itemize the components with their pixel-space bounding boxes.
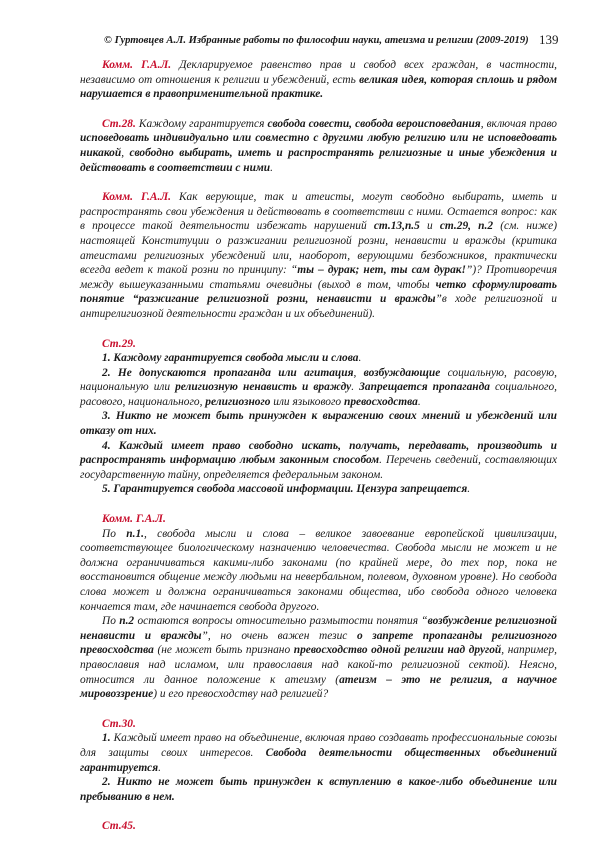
comment-paragraph	[80, 614, 557, 702]
text: или языкового	[270, 395, 344, 408]
text: .	[358, 352, 362, 365]
article-29-item-2	[80, 366, 557, 410]
emphasis: четко сформулировать понятие “разжигание религиозной розни, ненависти и вражды	[80, 278, 558, 306]
text: По	[102, 615, 120, 628]
text: (см. ниже) настоящей Конституции о разжигании религиозной розни, ненависти и вражды (критика атеистами религиозных убеждений или, наоборот, верующими безбожников, практически всегда ведет к такой розни по принципу: “	[80, 220, 557, 277]
article-label: Ст.28.	[102, 117, 136, 130]
article-label: Ст.30.	[102, 717, 136, 730]
article-29-item-3	[80, 409, 557, 438]
emphasis: религиозного	[205, 395, 271, 408]
emphasis: 3. Никто не может быть принужден к выражению своих мнений и убеждений или отказу от них.	[80, 410, 557, 438]
text: Как верующие, так и атеисты, могут свободно выбирать, иметь и распространять свои убеждения и действовать в соответствии с ними. Остается вопрос: как в процессе такой деятельности избежать нарушений	[80, 191, 557, 233]
text: ”, но очень важен тезис	[201, 629, 357, 642]
article-29-item-4	[80, 439, 557, 483]
article-30-item-1	[80, 731, 557, 775]
text: социальную, расовую, национальную или	[80, 366, 557, 394]
emphasis: ст.13,п.5	[373, 220, 420, 233]
emphasis: возбуждающие	[363, 366, 441, 379]
emphasis: атеизм – это не религия, а научное мировоззрение	[80, 673, 557, 701]
text: (не может быть признано	[153, 644, 294, 657]
article-label: Ст.29.	[102, 337, 136, 350]
text: .	[270, 161, 273, 174]
article-label: Ст.45.	[102, 820, 136, 833]
text: .	[351, 381, 360, 394]
emphasis: п.2	[119, 615, 135, 628]
article-30-heading	[80, 717, 557, 732]
text: , например, православия над исламом, или православия над какой-то религиозной сектой). Неясно, относится ли данное положение к атеизму (	[80, 644, 557, 686]
comment-paragraph	[80, 190, 557, 321]
comment-label: Комм. Г.А.Л.	[102, 513, 166, 526]
text: ,	[121, 146, 130, 159]
text: . Перечень сведений, составляющих государственную тайну, определяется федеральным законом.	[80, 454, 557, 481]
text: , свобода мысли и слова – великое завоевание европейской цивилизации, соответствующее биологическому назначению человечества. Свобода мысли не может и не должна ограничиваться какими-либо законами (по крайней мере, до тех пор, пока не восстановится общение между людьми на невербальном, полевом, духовном уровне). Но свобода слова может и должна ограничиваться законами общества, ибо свобода одного человека кончается там, где начинается свобода другого.	[80, 527, 557, 613]
article-45-heading	[80, 819, 557, 834]
article-30-item-2	[80, 775, 557, 804]
emphasis: 2. Не допускаются пропаганда или агитация	[102, 366, 354, 379]
comment-label: Комм. Г.А.Л.	[102, 191, 171, 204]
text: .	[467, 483, 471, 496]
emphasis: свобода совести, свобода вероисповедания	[267, 117, 481, 130]
emphasis: религиозную ненависть и вражду	[175, 381, 352, 394]
text: Декларируемое равенство прав и свобод всех граждан, в частности, независимо от отношения к религии и убеждений, есть	[80, 59, 557, 86]
emphasis: превосходство одной религии над другой	[293, 644, 502, 657]
emphasis: свободно выбирать, иметь и распространять религиозные и иные убеждения и действовать в соответствии с ними	[80, 146, 557, 174]
text: остаются вопросы относительно размытости понятия “	[134, 615, 428, 628]
page-number: 139	[539, 32, 559, 47]
article-28	[80, 117, 557, 175]
emphasis: ст.29, п.2	[439, 220, 494, 233]
text: Каждому гарантируется	[135, 117, 268, 130]
comment-label: Комм. Г.А.Л.	[102, 59, 172, 71]
emphasis: Свобода деятельности общественных объединений гарантируется	[80, 746, 557, 774]
page-body	[80, 58, 557, 834]
emphasis: 1.	[102, 732, 111, 745]
running-title: © Гуртовцев А.Л. Избранные работы по философии науки, атеизма и религии (2009-2019)	[104, 35, 529, 46]
article-29-item-5	[80, 482, 557, 497]
emphasis: превосходства	[343, 395, 418, 408]
text: ”в ходе религиозной и антирелигиозной деятельности граждан и их объединений).	[80, 293, 557, 320]
emphasis: 5. Гарантируется свобода массовой информации. Цензура запрещается	[102, 483, 468, 496]
emphasis: возбуждение религиозной ненависти и вражды	[80, 615, 557, 642]
text: социального, расового, национального,	[80, 381, 558, 408]
comment-paragraph	[80, 527, 557, 615]
emphasis: исповедовать индивидуально или совместно с другими любую религию или не исповедовать никакой	[80, 132, 557, 159]
text: Каждый имеет право на объединение, включая право создавать профессиональные союзы для защиты своих интересов.	[80, 732, 557, 759]
text: По	[102, 527, 127, 540]
comment-paragraph	[80, 58, 557, 102]
comment-heading	[80, 512, 557, 527]
text: .	[417, 395, 421, 408]
article-29-item-1	[80, 351, 557, 366]
emphasis: Запрещается пропаганда	[359, 381, 490, 394]
emphasis: 4. Каждый имеет право свободно искать, получать, передавать, производить и распространять информацию любым законным способом	[80, 439, 557, 467]
text: ) и его превосходству над религией?	[153, 688, 329, 701]
emphasis: о запрете пропаганды религиозного превосходства	[80, 629, 558, 657]
page-header	[96, 32, 559, 50]
emphasis: великая идея, которая сплошь и рядом нарушается в правоприменительной практике.	[80, 73, 557, 101]
article-29-heading	[80, 337, 557, 352]
text: .	[158, 761, 161, 774]
emphasis: п.1.	[126, 527, 144, 540]
text: ”)? Противоречия между вышеуказанными статьями очевидны (выход в том, чтобы	[80, 264, 557, 291]
emphasis: ты – дурак; нет, ты сам дурак!	[297, 264, 466, 277]
text: ,	[353, 366, 364, 379]
emphasis: 1. Каждому гарантируется свобода мысли и слова	[102, 352, 359, 365]
text: , включая право	[480, 117, 558, 130]
emphasis: 2. Никто не может быть принужден к вступлению в какое-либо объединение или пребыванию в нем.	[80, 776, 557, 803]
text: и	[419, 220, 440, 233]
